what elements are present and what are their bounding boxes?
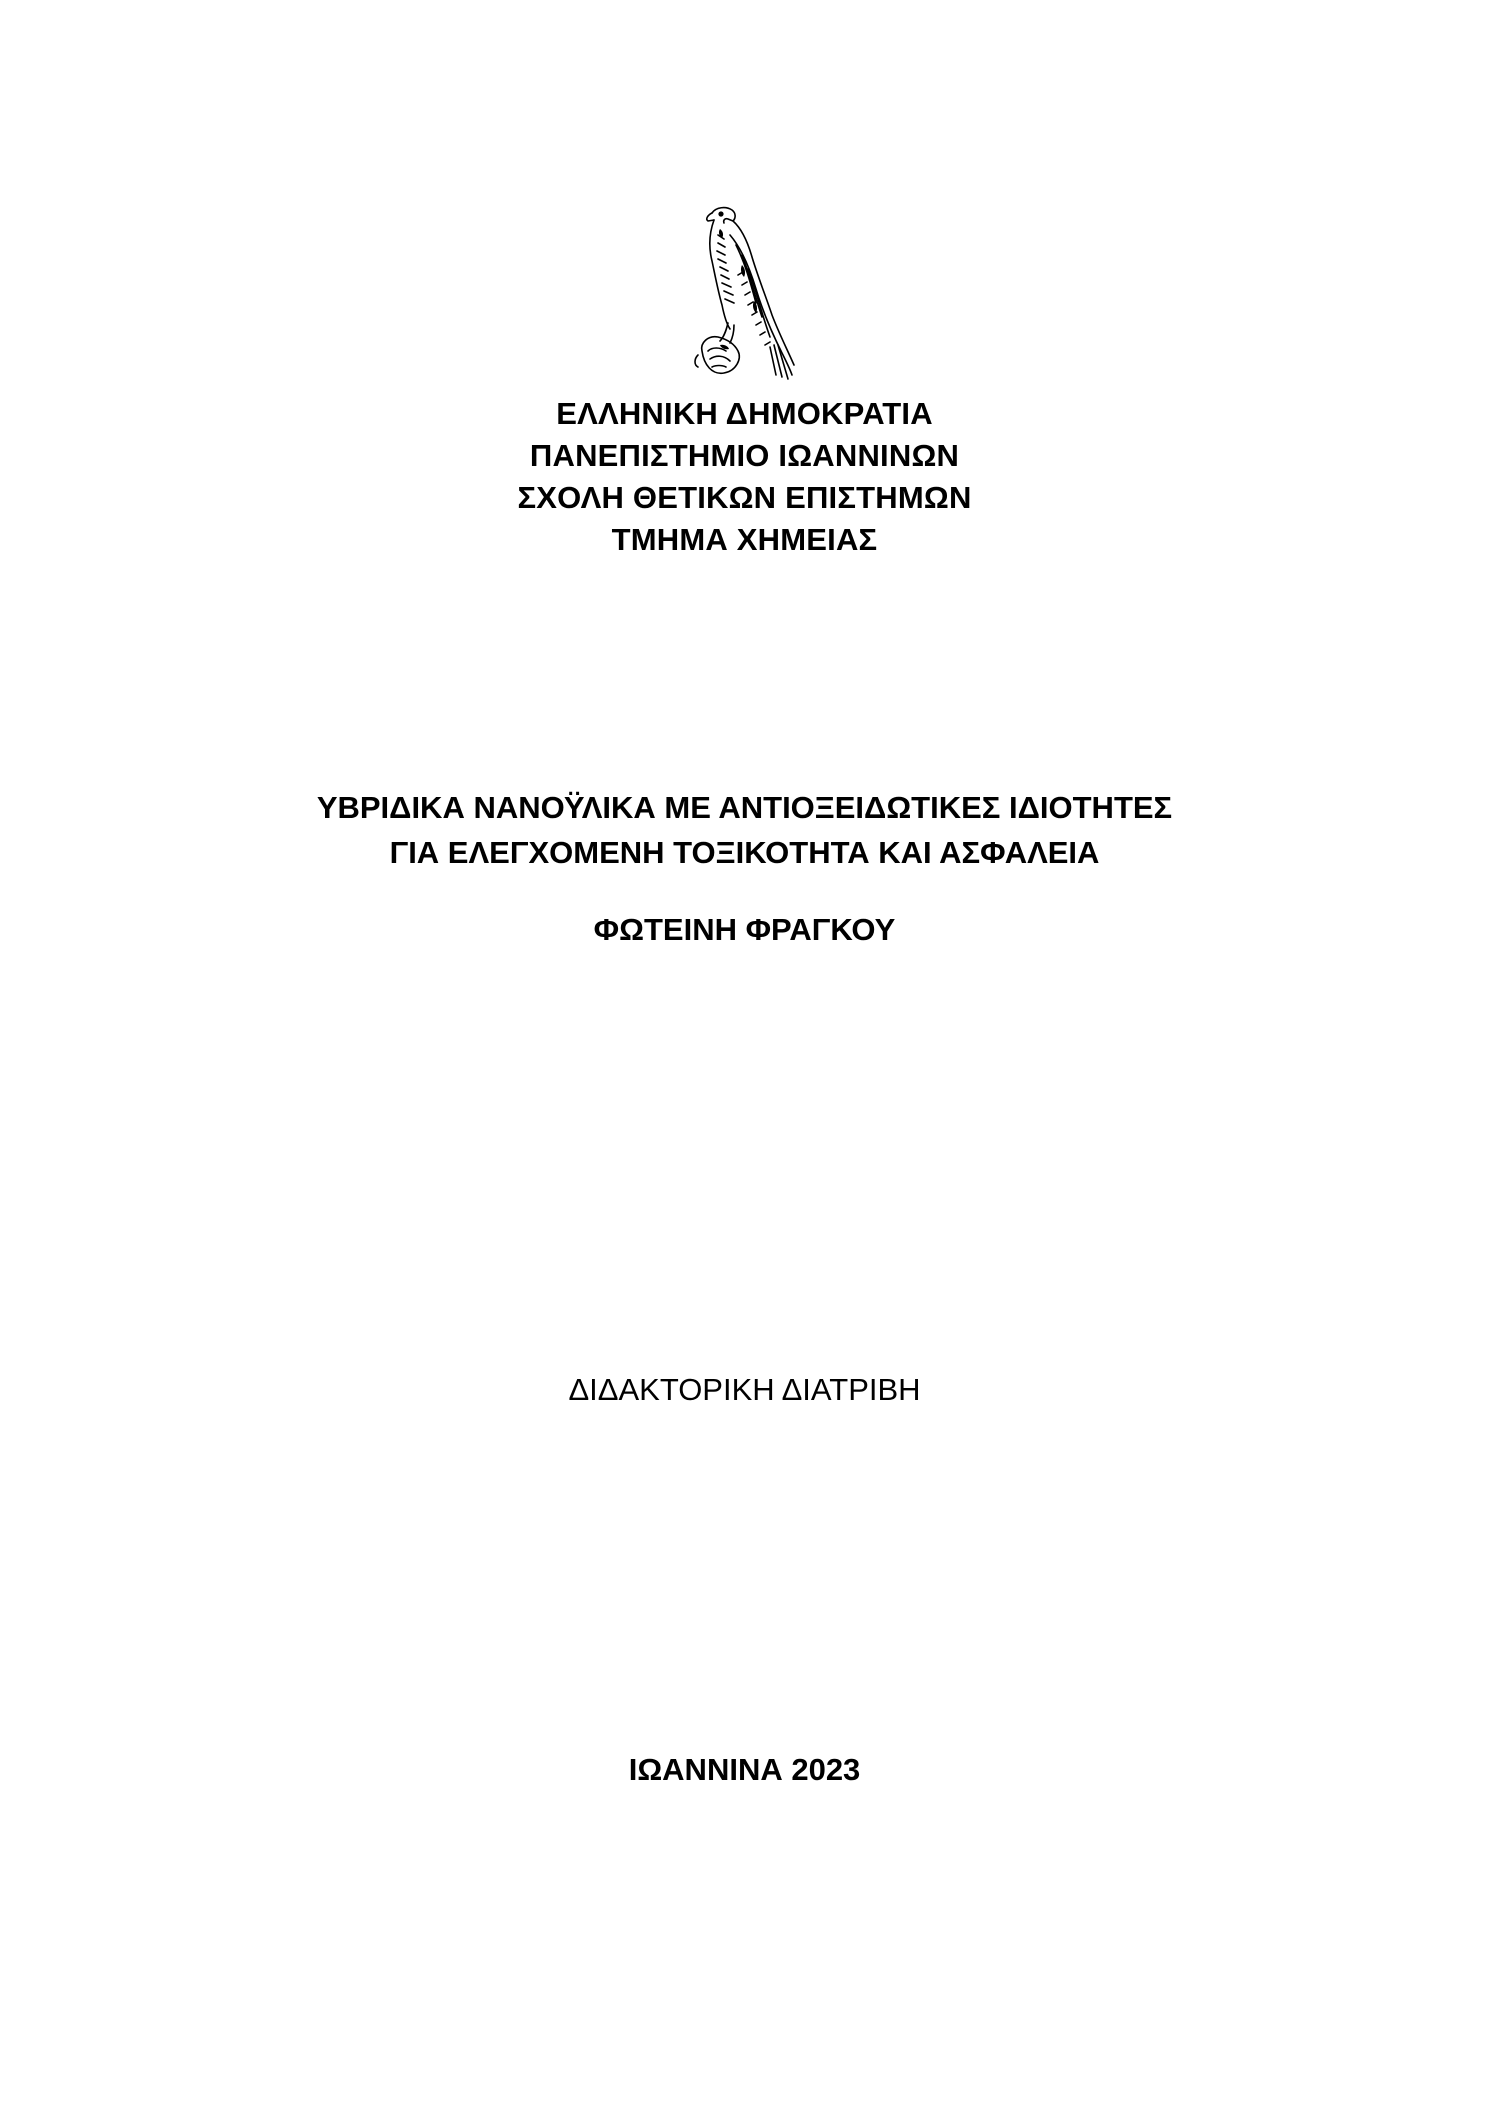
place-and-year: ΙΩΑΝΝΙΝΑ 2023 — [628, 1752, 861, 1787]
thesis-title-line-2: ΓΙΑ ΕΛΕΓΧΟΜΕΝΗ ΤΟΞΙΚΟΤΗΤΑ ΚΑΙ ΑΣΦΑΛΕΙΑ — [389, 835, 1100, 870]
thesis-title-line-1: ΥΒΡΙΔΙΚΑ ΝΑΝΟΫΛΙΚΑ ΜΕ ΑΝΤΙΟΞΕΙΔΩΤΙΚΕΣ ΙΔΙΟΤΗΤΕΣ — [316, 790, 1173, 825]
department-name: ΤΜΗΜΑ ΧΗΜΕΙΑΣ — [611, 522, 878, 557]
school-name: ΣΧΟΛΗ ΘΕΤΙΚΩΝ ΕΠΙΣΤΗΜΩΝ — [517, 480, 972, 515]
eagle-emblem-icon — [690, 205, 800, 383]
thesis-title — [0, 785, 1489, 875]
author-name: ΦΩΤΕΙΝΗ ΦΡΑΓΚΟΥ — [593, 912, 896, 947]
university-name: ΠΑΝΕΠΙΣΤΗΜΙΟ ΙΩΑΝΝΙΝΩΝ — [529, 438, 960, 473]
institution-heading — [0, 393, 1489, 561]
document-type: ΔΙΔΑΚΤΟΡΙΚΗ ΔΙΑΤΡΙΒΗ — [568, 1372, 921, 1407]
country-name: ΕΛΛΗΝΙΚΗ ΔΗΜΟΚΡΑΤΙΑ — [556, 396, 933, 431]
